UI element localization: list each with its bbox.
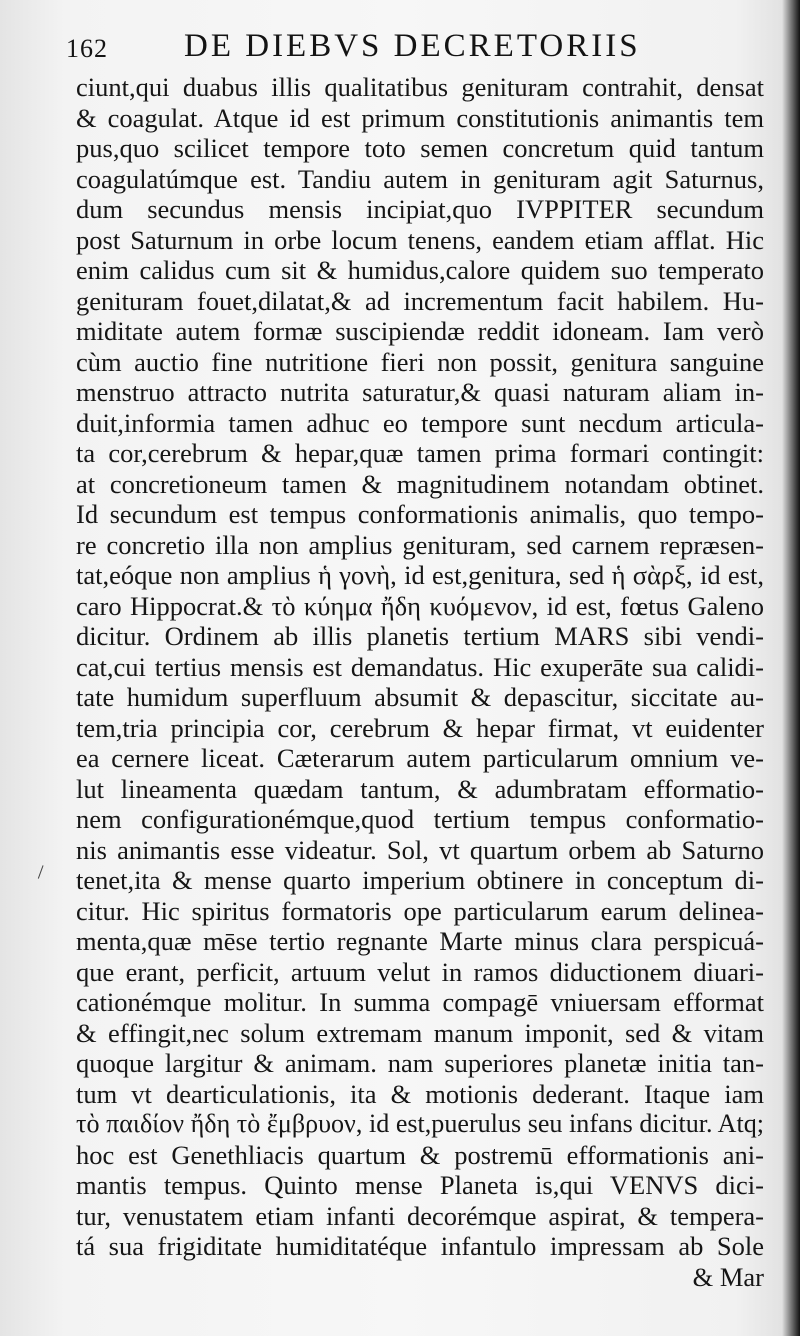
text-line: quoque largitur & animam. nam superiores planetæ initia tan- [76,1048,764,1078]
text-line: ta cor,cerebrum & hepar,quæ tamen prima formari contingit: [76,438,764,468]
text-line: ciunt,qui duabus illis qualitatibus genituram contrahit, densat [76,72,764,102]
page-header [66,24,766,74]
text-line: ea cernere liceat. Cæterarum autem particularum omnium ve- [76,743,764,773]
text-line: pus,quo scilicet tempore toto semen concretum quid tantum [76,133,764,163]
text-line: tur, venustatem etiam infanti decorémque aspirat, & tempera- [76,1200,764,1231]
text-line: tenet,ita & mense quarto imperium obtinere in conceptum di- [76,865,764,895]
text-line: menstruo attracto nutrita saturatur,& quasi naturam aliam in- [76,377,764,407]
text-line: menta,quæ mēse tertio regnante Marte minus clara perspicuá- [76,926,764,956]
text-line: coagulatúmque est. Tandiu autem in genituram agit Saturnus, [76,163,764,194]
text-line: nem configurationémque,quod tertium tempus conformatio- [76,804,764,834]
text-line: duit,informia tamen adhuc eo tempore sunt necdum articula- [76,407,764,438]
text-line: cùm auctio fine nutritione fieri non possit, genitura sanguine [76,346,764,377]
text-line: enim calidus cum sit & humidus,calore quidem suo temperato [76,255,764,285]
text-line: hoc est Genethliacis quartum & postremū efformationis ani- [76,1139,764,1170]
text-line: lut lineamenta quædam tantum, & adumbratam efformatio- [76,773,764,804]
text-line: caro Hippocrat.& τὸ κύημα ἤδη κυόμενον, id est, fœtus Galeno [76,590,764,621]
text-line: tum vt dearticulationis, ita & motionis dederant. Itaque iam [76,1078,764,1109]
catchword: & Mar [692,1261,764,1292]
text-line: que erant, perficit, artuum velut in ramos diductionem diuari- [76,956,764,987]
text-line: genituram fouet,dilatat,& ad incrementum facit habilem. Hu- [76,285,764,316]
text-line: & coagulat. Atque id est primum constitutionis animantis tem [76,102,764,133]
text-line: re concretio illa non amplius genituram, sed carnem repræsen- [76,529,764,560]
text-line: dum secundus mensis incipiat,quo IVPPITER secundum [76,194,764,224]
text-line: mantis tempus. Quinto mense Planeta is,qui VENVS dici- [76,1170,764,1200]
text-line: tá sua frigiditate humiditatéque infantulo impressam ab Sole [76,1231,764,1261]
page-gutter-shadow [782,0,800,1336]
text-line: miditate autem formæ suscipiendæ reddit idoneam. Iam verò [76,316,764,346]
text-line: post Saturnum in orbe locum tenens, eandem etiam afflat. Hic [76,224,764,255]
text-line: τὸ παιδίον ἤδη τὸ ἔμβρυον, id est,puerulus seu infans dicitur. Atq; [76,1109,764,1138]
text-line: nis animantis esse videatur. Sol, vt quartum orbem ab Saturno [76,834,764,865]
text-line: tate humidum superfluum absumit & depascitur, siccitate au- [76,682,764,712]
text-line: & effingit,nec solum extremam manum imponit, sed & vitam [76,1017,764,1048]
text-line: Id secundum est tempus conformationis animalis, quo tempo- [76,499,764,529]
text-line: cat,cui tertius mensis est demandatus. Hic exuperāte sua calidi- [76,651,764,682]
text-line: tem,tria principia cor, cerebrum & hepar firmat, vt euidenter [76,712,764,743]
page-number: 162 [66,34,108,63]
text-line: citur. Hic spiritus formatoris ope particularum earum delinea- [76,895,764,926]
text-line: cationémque molitur. In summa compagē vniuersam efformat [76,987,764,1017]
text-line: at concretioneum tamen & magnitudinem notandam obtinet. [76,468,764,499]
running-head: DE DIEBVS DECRETORIIS [184,28,641,64]
margin-mark [38,865,49,881]
text-line: tat,eóque non amplius ἡ γονὴ, id est,genitura, sed ἡ σὰρξ, id est, [76,560,764,590]
body-text [76,72,764,1292]
text-line: dicitur. Ordinem ab illis planetis tertium MARS sibi vendi- [76,621,764,651]
